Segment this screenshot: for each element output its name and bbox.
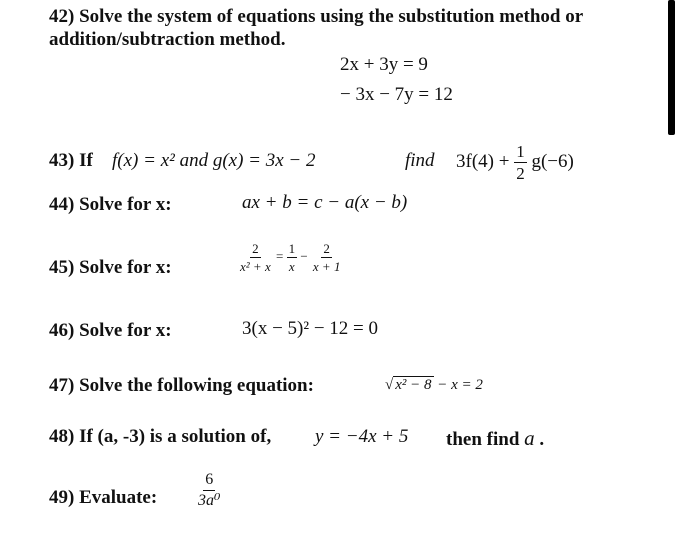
q43-find-word: find (405, 150, 435, 171)
q46-label: 46) Solve for x: (49, 320, 172, 341)
q43-function-definitions: f(x) = x² and g(x) = 3x − 2 (112, 150, 316, 171)
q45-expression (238, 242, 342, 273)
q45-label: 45) Solve for x: (49, 257, 172, 278)
q45-fraction-2 (287, 242, 298, 273)
q44-equation: ax + b = c − a(x − b) (242, 192, 408, 213)
q47-label: 47) Solve the following equation: (49, 375, 314, 396)
sqrt-symbol: √ (385, 377, 394, 393)
q49-label: 49) Evaluate: (49, 487, 158, 508)
q42-equation-2: − 3x − 7y = 12 (340, 84, 453, 105)
q43-label: 43) If (49, 150, 93, 171)
q45-equals: = (275, 248, 284, 264)
q45-f1-den: x² + x (240, 259, 271, 274)
q49-num: 6 (203, 472, 215, 491)
black-vertical-marker (668, 0, 675, 135)
q42-label-line1: 42) Solve the system of equations using the substitution method or (49, 6, 584, 27)
q47-rest: − x = 2 (437, 377, 483, 393)
q45-fraction-3 (311, 242, 343, 273)
q48-find-word: then find (446, 429, 520, 450)
q43-frac-den: 2 (516, 164, 525, 183)
q45-fraction-1 (238, 242, 273, 273)
q47-radicand: x² − 8 (395, 377, 432, 393)
q48-label: 48) If (a, -3) is a solution of, (49, 426, 272, 447)
q48-variable: a (524, 426, 535, 450)
q45-f3-num: 2 (323, 241, 330, 256)
q48-equation: y = −4x + 5 (315, 426, 409, 447)
q43-half-fraction (514, 143, 527, 182)
q43-expression (456, 143, 574, 182)
q47-equation (385, 376, 483, 394)
q45-f2-num: 1 (288, 241, 296, 256)
q43-expr-right: g(−6) (531, 150, 574, 172)
q49-frac (196, 472, 222, 509)
q48-period: . (539, 429, 545, 450)
q45-f2-den: x (288, 259, 295, 274)
q44-label: 44) Solve for x: (49, 194, 172, 215)
q46-equation: 3(x − 5)² − 12 = 0 (242, 318, 378, 339)
q49-den: 3a⁰ (198, 492, 221, 509)
q45-f1-num: 2 (252, 241, 259, 256)
q48-find-text (446, 426, 544, 451)
q42-label-line2: addition/subtraction method. (49, 29, 286, 50)
q42-equation-1: 2x + 3y = 9 (340, 54, 428, 75)
q49-fraction (196, 472, 222, 509)
q45-minus: − (300, 248, 308, 264)
q43-frac-num: 1 (516, 142, 525, 161)
q45-f3-den: x + 1 (312, 259, 341, 274)
q43-expr-left: 3f(4) + (456, 150, 510, 172)
